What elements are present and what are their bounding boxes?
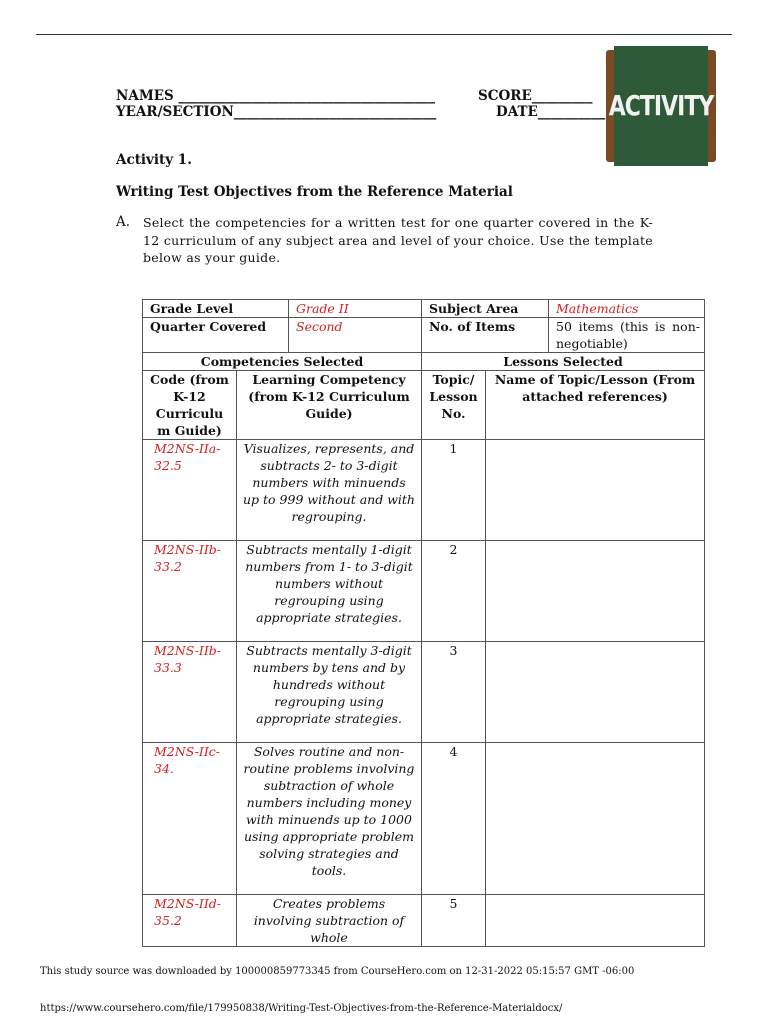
date-label: DATE: [496, 104, 538, 120]
year-section-label: YEAR/SECTION: [116, 104, 234, 120]
table-row: [143, 895, 705, 947]
source-url[interactable]: https://www.coursehero.com/file/179950838/Writing-Test-Objectives-from-the-Reference-Materialdocx/: [40, 1003, 563, 1014]
code-cell: M2NS-IIb-33.3: [143, 642, 237, 743]
topic-no-cell: 5: [422, 895, 486, 947]
topic-name-cell: [486, 541, 705, 642]
subject-area-label: Subject Area: [422, 300, 549, 318]
competencies-header: Competencies Selected: [143, 353, 422, 371]
code-cell: M2NS-IIb-33.2: [143, 541, 237, 642]
year-section-line: ______________________________: [233, 104, 437, 120]
activity-chalkboard-badge: [606, 50, 716, 162]
grade-level-value: Grade II: [289, 300, 422, 318]
table-row: [143, 541, 705, 642]
competency-cell: Creates problems involving subtraction of whole: [237, 895, 422, 947]
topic-name-cell: [486, 743, 705, 895]
score-field: [478, 88, 593, 104]
topic-no-cell: 4: [422, 743, 486, 895]
competency-cell: Subtracts mentally 1-digit numbers from 1- to 3-digit numbers without regrouping using appropriate strategies.: [237, 541, 422, 642]
table-row: [143, 440, 705, 541]
competency-cell: Solves routine and non-routine problems involving subtraction of whole numbers including money with minuends up to 1000 using appropriate problem solving strategies and tools.: [237, 743, 422, 895]
table-row: [143, 642, 705, 743]
topic-no-cell: 3: [422, 642, 486, 743]
lessons-header: Lessons Selected: [422, 353, 705, 371]
competency-cell: Visualizes, represents, and subtracts 2- to 3-digit numbers with minuends up to 999 without and with regrouping.: [237, 440, 422, 541]
names-line: ______________________________________: [178, 88, 435, 104]
item-letter: A.: [116, 214, 131, 230]
score-label: SCORE: [478, 88, 532, 104]
competency-cell: Subtracts mentally 3-digit numbers by tens and by hundreds without regrouping using appropriate strategies.: [237, 642, 422, 743]
chalkboard-text: ACTIVITY: [614, 46, 708, 166]
col-topic-no-header: Topic/ Lesson No.: [422, 371, 486, 440]
items-label: No. of Items: [422, 318, 549, 353]
names-label: NAMES: [116, 88, 174, 104]
code-cell: M2NS-IIc-34.: [143, 743, 237, 895]
instruction-text: Select the competencies for a written test for one quarter covered in the K-12 curriculum of any subject area and level of your choice. Use the template below as your guide.: [143, 215, 653, 265]
quarter-items-row: [143, 318, 705, 353]
topic-no-cell: 1: [422, 440, 486, 541]
col-code-header: Code (from K-12 Curriculu m Guide): [143, 371, 237, 440]
topic-name-cell: [486, 895, 705, 947]
year-section-field: [116, 104, 436, 120]
top-rule: [36, 34, 732, 35]
section-header-row: [143, 353, 705, 371]
grade-level-label: Grade Level: [143, 300, 289, 318]
download-note: This study source was downloaded by 100000859773345 from CourseHero.com on 12-31-2022 05:15:57 GMT -06:00: [40, 966, 635, 977]
subject-area-value: Mathematics: [549, 300, 705, 318]
date-field: [496, 104, 605, 120]
quarter-value: Second: [289, 318, 422, 353]
topic-name-cell: [486, 642, 705, 743]
code-cell: M2NS-IIa-32.5: [143, 440, 237, 541]
table-row: [143, 743, 705, 895]
items-value: 50 items (this is non-negotiable): [549, 318, 705, 353]
competency-table: [142, 299, 705, 947]
activity-number: Activity 1.: [116, 152, 192, 168]
topic-no-cell: 2: [422, 541, 486, 642]
col-topic-name-header: Name of Topic/Lesson (From attached references): [486, 371, 705, 440]
grade-subject-row: [143, 300, 705, 318]
names-field: [116, 88, 435, 104]
activity-title: Writing Test Objectives from the Reference Material: [116, 184, 513, 200]
topic-name-cell: [486, 440, 705, 541]
quarter-label: Quarter Covered: [143, 318, 289, 353]
code-cell: M2NS-IId-35.2: [143, 895, 237, 947]
score-line: _________: [531, 88, 593, 104]
date-line: __________: [537, 104, 606, 120]
column-header-row: [143, 371, 705, 440]
col-competency-header: Learning Competency (from K-12 Curriculum Guide): [237, 371, 422, 440]
